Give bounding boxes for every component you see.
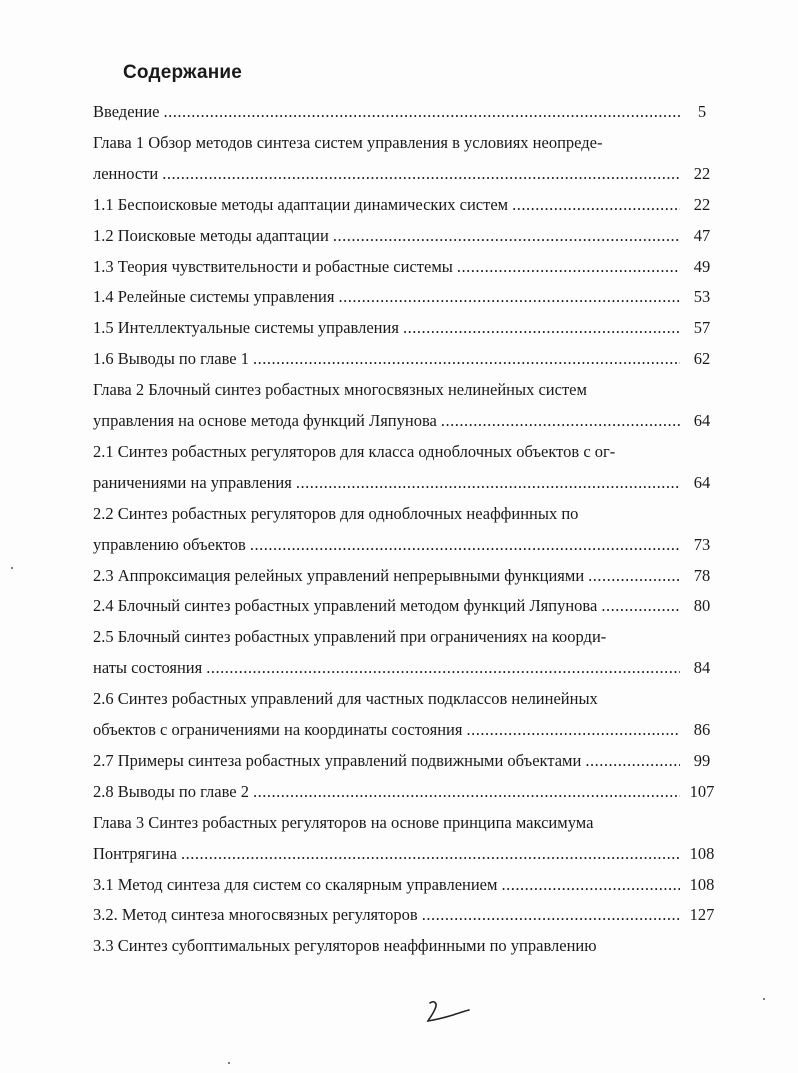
toc-page-number: 84 [693, 658, 711, 677]
toc-entry [93, 501, 578, 527]
toc-entry [93, 470, 680, 496]
toc-leader-dots [177, 841, 680, 867]
toc-leader-dots [453, 254, 680, 280]
toc-leader-dots [202, 655, 680, 681]
toc-entry-text: 1.6 Выводы по главе 1 [93, 349, 249, 368]
toc-leader-dots [437, 408, 680, 434]
toc-page-number: 53 [693, 287, 711, 306]
toc-entry-text: 2.7 Примеры синтеза робастных управлений подвижными объектами [93, 751, 582, 770]
toc-page-number: 64 [693, 473, 711, 492]
toc-entry-text: наты состояния [93, 658, 203, 677]
toc-leader-dots [249, 346, 680, 372]
toc-entry [93, 933, 597, 959]
toc-entry [93, 408, 680, 434]
toc-entry [93, 902, 680, 928]
toc-leader-dots [334, 284, 680, 310]
toc-leader-dots [246, 532, 680, 558]
toc-entry-text: 2.4 Блочный синтез робастных управлений методом функций Ляпунова [93, 596, 598, 615]
toc-entry [93, 377, 587, 403]
toc-page-number: 22 [693, 164, 711, 183]
toc-entry [93, 130, 603, 156]
toc-page-number: 62 [693, 349, 711, 368]
toc-page-number: 80 [693, 596, 711, 615]
toc-leader-dots [584, 563, 680, 589]
toc-page-number: 64 [693, 411, 711, 430]
toc-leader-dots [418, 902, 680, 928]
toc-page-number: 57 [693, 318, 711, 337]
toc-entry-text: 3.1 Метод синтеза для систем со скалярным управлением [93, 875, 498, 894]
toc-page-number: 108 [689, 875, 715, 894]
toc-entry-text: Понтрягина [93, 844, 177, 863]
toc-entry [93, 346, 680, 372]
toc-entry-text: 3.2. Метод синтеза многосвязных регуляторов [93, 905, 418, 924]
toc-page-number: 22 [693, 195, 711, 214]
toc-page-number: 127 [689, 905, 715, 924]
toc-leader-dots [160, 99, 680, 125]
toc-entry [93, 655, 680, 681]
toc-page-number: 99 [693, 751, 711, 770]
toc-entry [93, 779, 680, 805]
toc-entry [93, 686, 598, 712]
toc-page-number: 86 [693, 720, 711, 739]
toc-leader-dots [597, 593, 680, 619]
toc-leader-dots [292, 470, 680, 496]
toc-entry-text: 2.5 Блочный синтез робастных управлений при ограничениях на коорди- [93, 627, 607, 646]
scan-speck [11, 567, 13, 569]
page-title: Содержание [123, 62, 243, 83]
toc-page-number: 47 [693, 226, 711, 245]
toc-page-number: 49 [693, 257, 711, 276]
toc-page-number: 107 [689, 782, 715, 801]
toc-entry-text: Глава 2 Блочный синтез робастных многосвязных нелинейных систем [93, 380, 587, 399]
toc-leader-dots [497, 872, 680, 898]
toc-entry-text: Введение [93, 102, 160, 121]
toc-entry-text: ленности [93, 164, 159, 183]
scan-speck [228, 1062, 230, 1064]
toc-entry-text: Глава 1 Обзор методов синтеза систем управления в условиях неопреде- [93, 133, 603, 152]
toc-page-number: 5 [697, 102, 707, 121]
toc-entry-text: 2.8 Выводы по главе 2 [93, 782, 249, 801]
toc-entry [93, 532, 680, 558]
toc-entry [93, 748, 680, 774]
toc-entry [93, 593, 680, 619]
toc-entry [93, 192, 680, 218]
toc-entry-text: 3.3 Синтез субоптимальных регуляторов неаффинными по управлению [93, 936, 597, 955]
toc-entry-text: 2.3 Аппроксимация релейных управлений непрерывными функциями [93, 566, 585, 585]
toc-entry-text: объектов с ограничениями на координаты состояния [93, 720, 463, 739]
toc-entry-text: 1.2 Поисковые методы адаптации [93, 226, 329, 245]
toc-entry-text: 1.1 Беспоисковые методы адаптации динамических систем [93, 195, 509, 214]
toc-page-number: 78 [693, 566, 711, 585]
toc-entry [93, 99, 680, 125]
handwritten-signature [425, 1000, 471, 1024]
toc-leader-dots [581, 748, 680, 774]
toc-entry [93, 810, 593, 836]
toc-entry-text: управления на основе метода функций Ляпунова [93, 411, 437, 430]
toc-entry-text: 2.2 Синтез робастных регуляторов для одноблочных неаффинных по [93, 504, 579, 523]
toc-entry [93, 161, 680, 187]
toc-entry [93, 872, 680, 898]
toc-page-number: 73 [693, 535, 711, 554]
toc-entry [93, 717, 680, 743]
toc-entry [93, 841, 680, 867]
toc-entry [93, 223, 680, 249]
toc-entry [93, 315, 680, 341]
toc-leader-dots [399, 315, 680, 341]
toc-leader-dots [508, 192, 680, 218]
toc-page-number: 108 [689, 844, 715, 863]
toc-entry-text: 2.6 Синтез робастных управлений для частных подклассов нелинейных [93, 689, 598, 708]
toc-entry-text: 2.1 Синтез робастных регуляторов для класса одноблочных объектов с ог- [93, 442, 616, 461]
toc-entry-text: 1.5 Интеллектуальные системы управления [93, 318, 399, 337]
scan-speck [763, 998, 765, 1000]
toc-leader-dots [329, 223, 680, 249]
toc-entry [93, 284, 680, 310]
toc-entry-text: 1.3 Теория чувствительности и робастные системы [93, 257, 453, 276]
toc-entry [93, 624, 606, 650]
toc-entry [93, 563, 680, 589]
toc-leader-dots [249, 779, 680, 805]
toc-entry-text: 1.4 Релейные системы управления [93, 287, 335, 306]
toc-entry-text: раничениями на управления [93, 473, 292, 492]
toc-entry-text: управлению объектов [93, 535, 246, 554]
toc-entry-text: Глава 3 Синтез робастных регуляторов на основе принципа максимума [93, 813, 594, 832]
toc-entry [93, 254, 680, 280]
toc-leader-dots [158, 161, 680, 187]
toc-entry [93, 439, 615, 465]
toc-leader-dots [462, 717, 680, 743]
